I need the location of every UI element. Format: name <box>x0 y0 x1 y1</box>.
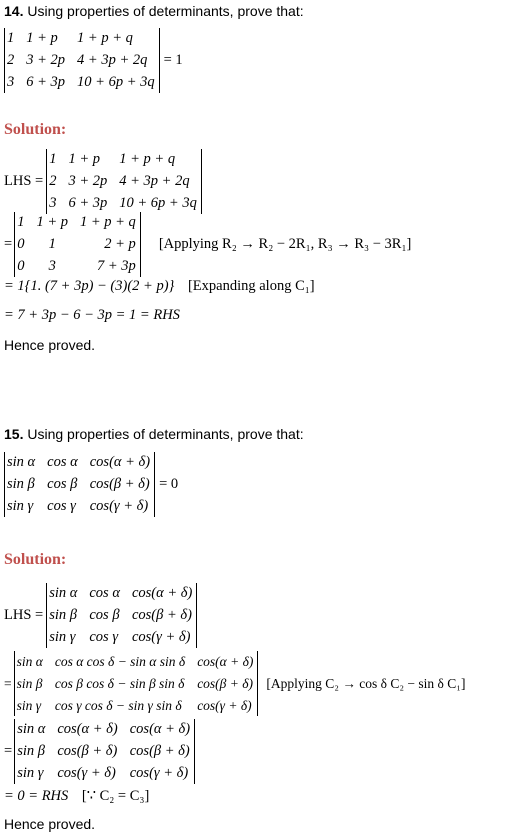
matrix-cell: 3 + 2p <box>26 52 66 68</box>
q15-step1 <box>4 651 466 716</box>
q14-solution-label: Solution: <box>4 121 67 138</box>
matrix-cell: cos(α + δ) <box>131 585 193 601</box>
q14-conclusion: Hence proved. <box>4 337 96 353</box>
matrix-cell: cos(β + δ) <box>89 476 150 492</box>
q14-number: 14. <box>4 3 24 19</box>
q14-lhs-line <box>4 149 202 214</box>
q14-heading <box>4 2 304 20</box>
matrix-cell: sin β <box>7 476 35 492</box>
matrix-cell: 2 + p <box>104 236 136 252</box>
matrix-cell: sin α <box>7 454 36 470</box>
matrix-cell: 3 <box>48 258 56 274</box>
matrix-cell: cos(γ + δ) <box>131 629 191 645</box>
q15-conclusion: Hence proved. <box>4 816 96 832</box>
matrix-cell: cos(α + δ) <box>129 721 191 737</box>
matrix-cell: 10 + 6p + 3q <box>77 74 155 90</box>
q14-lhs-label: LHS = <box>4 173 44 189</box>
matrix-cell: 4 + 3p + 2q <box>77 52 148 68</box>
matrix-cell: cos β cos δ − sin β sin δ <box>54 676 185 691</box>
equals-sign: = <box>4 675 12 691</box>
matrix-cell: cos(γ + δ) <box>89 498 149 514</box>
q15-heading <box>4 425 304 443</box>
q15-lhs-line <box>4 583 197 648</box>
q15-number: 15. <box>4 426 24 442</box>
matrix-cell: cos β <box>47 476 78 492</box>
q14-step2-note: [Expanding along C₁] <box>187 278 315 294</box>
matrix-cell: cos α cos δ − sin α sin δ <box>54 654 186 669</box>
matrix-cell: 1 + p <box>26 30 58 46</box>
q14-determinant <box>4 28 160 93</box>
matrix-cell: 6 + 3p <box>68 195 108 211</box>
matrix-cell: cos(γ + δ) <box>129 765 189 781</box>
matrix-cell: cos γ <box>47 498 76 514</box>
equals-sign: = <box>4 236 13 252</box>
matrix-cell: 0 <box>17 258 25 274</box>
q15-step3-note: [∵ C₂ = C₃] <box>81 788 150 804</box>
matrix-cell: 1 + p + q <box>79 214 136 230</box>
q15-step1-note: [Applying C₂ → cos δ C₂ − sin δ C₁] <box>266 675 466 691</box>
matrix-cell: 2 <box>7 52 15 68</box>
matrix-cell: 0 <box>17 236 25 252</box>
q14-statement <box>4 28 183 93</box>
q15-statement <box>4 452 178 517</box>
matrix-cell: 3 <box>7 74 15 90</box>
q14-step1-note: [Applying R₂ → R₂ − 2R₁, R₃ → R₃ − 3R₁] <box>158 236 412 252</box>
matrix-cell: 3 <box>49 195 57 211</box>
matrix-cell: sin β <box>16 676 43 691</box>
matrix-cell: 1 <box>17 214 25 230</box>
matrix-cell: 1 <box>49 151 57 167</box>
matrix-cell: 4 + 3p + 2q <box>119 173 190 189</box>
matrix-cell: 1 + p <box>68 151 100 167</box>
q15-solution-label: Solution: <box>4 551 67 568</box>
matrix-cell: 1 + p <box>36 214 68 230</box>
matrix-cell: cos γ cos δ − sin γ sin δ <box>54 698 182 713</box>
matrix-cell: sin γ <box>7 498 34 514</box>
q15-step3 <box>4 786 149 806</box>
matrix-cell: cos(γ + δ) <box>197 698 252 713</box>
matrix-cell: 3 + 2p <box>68 173 108 189</box>
q14-step1-determinant <box>14 212 141 277</box>
matrix-cell: cos(β + δ) <box>129 743 190 759</box>
matrix-cell: sin α <box>49 585 78 601</box>
matrix-cell: cos(β + δ) <box>57 743 118 759</box>
matrix-cell: cos α <box>47 454 78 470</box>
matrix-cell: cos(α + δ) <box>197 654 254 669</box>
matrix-cell: sin γ <box>17 765 44 781</box>
matrix-cell: cos(α + δ) <box>89 454 151 470</box>
q15-lhs-determinant <box>46 583 197 648</box>
matrix-cell: cos(α + δ) <box>57 721 118 737</box>
q15-step2 <box>4 719 195 784</box>
matrix-cell: cos(γ + δ) <box>57 765 116 781</box>
q15-lhs-label: LHS = <box>4 607 44 623</box>
matrix-cell: cos α <box>89 585 120 601</box>
q14-rhs: = 1 <box>163 52 183 68</box>
matrix-cell: 1 <box>7 30 15 46</box>
q15-step2-determinant <box>14 719 195 784</box>
matrix-cell: cos β <box>89 607 120 623</box>
q14-lhs-determinant <box>46 149 202 214</box>
matrix-cell: 2 <box>49 173 57 189</box>
q14-step2-expression: = 1{1. (7 + 3p) − (3)(2 + p)} <box>4 278 175 294</box>
matrix-cell: 1 + p + q <box>119 151 176 167</box>
matrix-cell: sin γ <box>49 629 76 645</box>
q15-step1-determinant <box>14 651 259 716</box>
matrix-cell: 10 + 6p + 3q <box>119 195 197 211</box>
q14-step2 <box>4 276 315 296</box>
matrix-cell: cos(β + δ) <box>197 676 254 691</box>
equals-sign: = <box>4 743 13 759</box>
matrix-cell: cos γ <box>89 629 119 645</box>
q15-rhs: = 0 <box>159 476 179 492</box>
matrix-cell: 1 <box>48 236 56 252</box>
matrix-cell: 6 + 3p <box>26 74 66 90</box>
matrix-cell: cos(β + δ) <box>131 607 192 623</box>
q14-step3: = 7 + 3p − 6 − 3p = 1 = RHS <box>4 307 180 323</box>
q14-step1 <box>4 212 411 277</box>
matrix-cell: sin γ <box>16 698 42 713</box>
matrix-cell: sin α <box>17 721 46 737</box>
q15-prompt: Using properties of determinants, prove that: <box>27 426 304 442</box>
q15-step3-expression: = 0 = RHS <box>4 788 69 804</box>
matrix-cell: 1 + p + q <box>77 30 133 46</box>
q14-prompt: Using properties of determinants, prove that: <box>27 3 304 19</box>
matrix-cell: sin α <box>16 654 43 669</box>
matrix-cell: sin β <box>49 607 77 623</box>
q15-determinant <box>4 452 155 517</box>
matrix-cell: sin β <box>17 743 45 759</box>
matrix-cell: 7 + 3p <box>97 258 136 274</box>
